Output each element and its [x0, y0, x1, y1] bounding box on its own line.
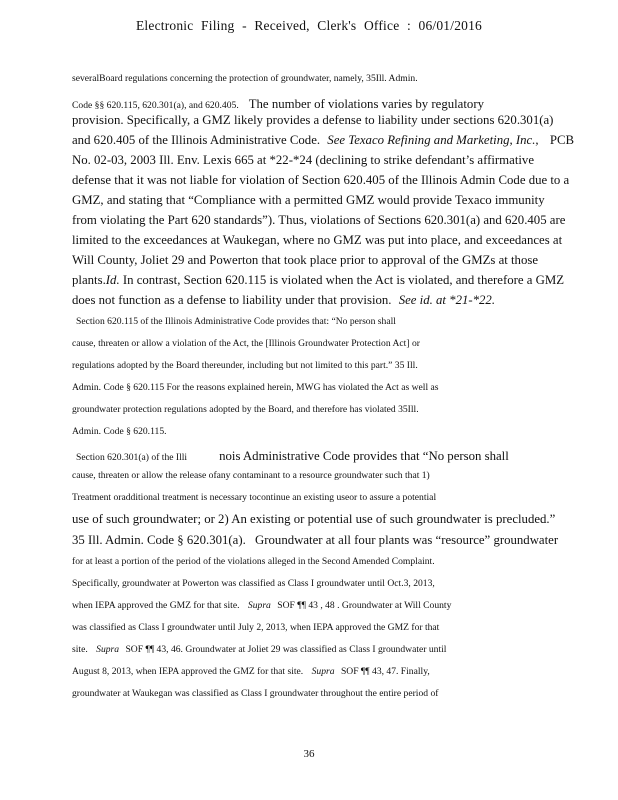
text-run: SOF ¶¶ 43 , 48 . Groundwater at Will County — [277, 600, 452, 611]
text-run: plants. — [72, 273, 106, 287]
text-run: and 620.405 of the Illinois Administrative Code. — [72, 133, 321, 147]
text-line: cause, threaten or allow a violation of the Act, the [Illinois Groundwater Protection Act] or — [72, 338, 420, 349]
text-line — [76, 448, 509, 464]
id-citation: Id. — [105, 273, 120, 287]
text-line — [72, 667, 430, 677]
text-run: 35 Ill. Admin. Code § 620.301(a). — [72, 533, 246, 547]
text-line: from violating the Part 620 standards”). Thus, violations of Sections 620.301(a) and 620.405 are — [72, 213, 566, 227]
text-line — [72, 274, 564, 287]
text-run: August 8, 2013, when IEPA approved the GMZ for that site. — [72, 666, 304, 677]
text-line — [72, 96, 484, 112]
text-line: for at least a portion of the period of the violations alleged in the Second Amended Complaint. — [72, 556, 435, 567]
text-line — [72, 534, 558, 547]
text-line — [72, 294, 495, 307]
supra-citation: Supra — [96, 644, 120, 655]
text-run: when IEPA approved the GMZ for that site. — [72, 600, 240, 611]
text-run: Code §§ 620.115, 620.301(a), and 620.405. — [72, 100, 239, 111]
text-line: was classified as Class I groundwater until July 2, 2013, when IEPA approved the GMZ for that — [72, 622, 440, 633]
text-run: nois Administrative Code provides that “No person shall — [219, 449, 509, 463]
supra-citation: Supra — [311, 666, 335, 677]
text-run: The number of violations varies by regulatory — [248, 97, 484, 111]
text-run: SOF ¶¶ 43, 47. Finally, — [340, 666, 430, 677]
text-line: limited to the exceedances at Waukegan, where no GMZ was put into place, and exceedances at — [72, 233, 563, 247]
text-line: provision. Specifically, a GMZ likely provides a defense to liability under sections 620.301(a) — [72, 113, 554, 127]
text-line: use of such groundwater; or 2) An existing or potential use of such groundwater is precluded.” — [72, 512, 556, 526]
see-id-citation: See id. at *21-*22. — [398, 293, 496, 307]
text-line — [72, 645, 446, 655]
text-run: Section 620.301(a) of the Illi — [76, 452, 188, 463]
text-run: site. — [72, 644, 88, 655]
text-run: In contrast, Section 620.115 is violated when the Act is violated, and therefore a GMZ — [122, 273, 565, 287]
text-line: Admin. Code § 620.115. — [72, 426, 167, 437]
text-run: PCB — [549, 133, 575, 147]
text-run: SOF ¶¶ 43, 46. Groundwater at Joliet 29 was classified as Class I groundwater until — [125, 644, 447, 655]
supra-citation: Supra — [247, 600, 271, 611]
text-line: No. 02-03, 2003 Ill. Env. Lexis 665 at *22-*24 (declining to strike defendant’s affirmative — [72, 153, 535, 167]
text-line: groundwater at Waukegan was classified as Class I groundwater throughout the entire period of — [72, 688, 439, 699]
text-line: Specifically, groundwater at Powerton was classified as Class I groundwater until Oct.3, 2013, — [72, 578, 435, 589]
text-line: groundwater protection regulations adopted by the Board, and therefore has violated 35Ill. — [72, 404, 419, 415]
page-number: 36 — [303, 748, 315, 760]
text-line — [72, 134, 574, 147]
text-line: Treatment oradditional treatment is necessary tocontinue an existing useor to assure a potential — [72, 492, 437, 503]
text-line: Admin. Code § 620.115 For the reasons explained herein, MWG has violated the Act as well as — [72, 382, 439, 393]
case-citation: See Texaco Refining and Marketing, Inc., — [327, 133, 539, 147]
text-line: Will County, Joliet 29 and Powerton that took place prior to approval of the GMZs at those — [72, 253, 539, 267]
text-line: cause, threaten or allow the release ofany contaminant to a resource groundwater such that 1) — [72, 470, 430, 481]
text-line: GMZ, and stating that “Compliance with a permitted GMZ would provide Texaco immunity — [72, 193, 545, 207]
text-line — [72, 601, 451, 611]
text-line: Section 620.115 of the Illinois Administrative Code provides that: “No person shall — [76, 316, 396, 327]
text-line: regulations adopted by the Board thereunder, including but not limited to this part.” 35 Ill. — [72, 360, 418, 371]
text-run: does not function as a defense to liability under that provision. — [72, 293, 392, 307]
filing-stamp-header: Electronic Filing - Received, Clerk's Office : 06/01/2016 — [135, 18, 482, 33]
text-line: severalBoard regulations concerning the protection of groundwater, namely, 35Ill. Admin. — [72, 73, 418, 84]
text-run: Groundwater at all four plants was “resource” groundwater — [255, 533, 559, 547]
text-line: defense that it was not liable for violation of Section 620.405 of the Illinois Admin Code due to a — [72, 173, 570, 187]
